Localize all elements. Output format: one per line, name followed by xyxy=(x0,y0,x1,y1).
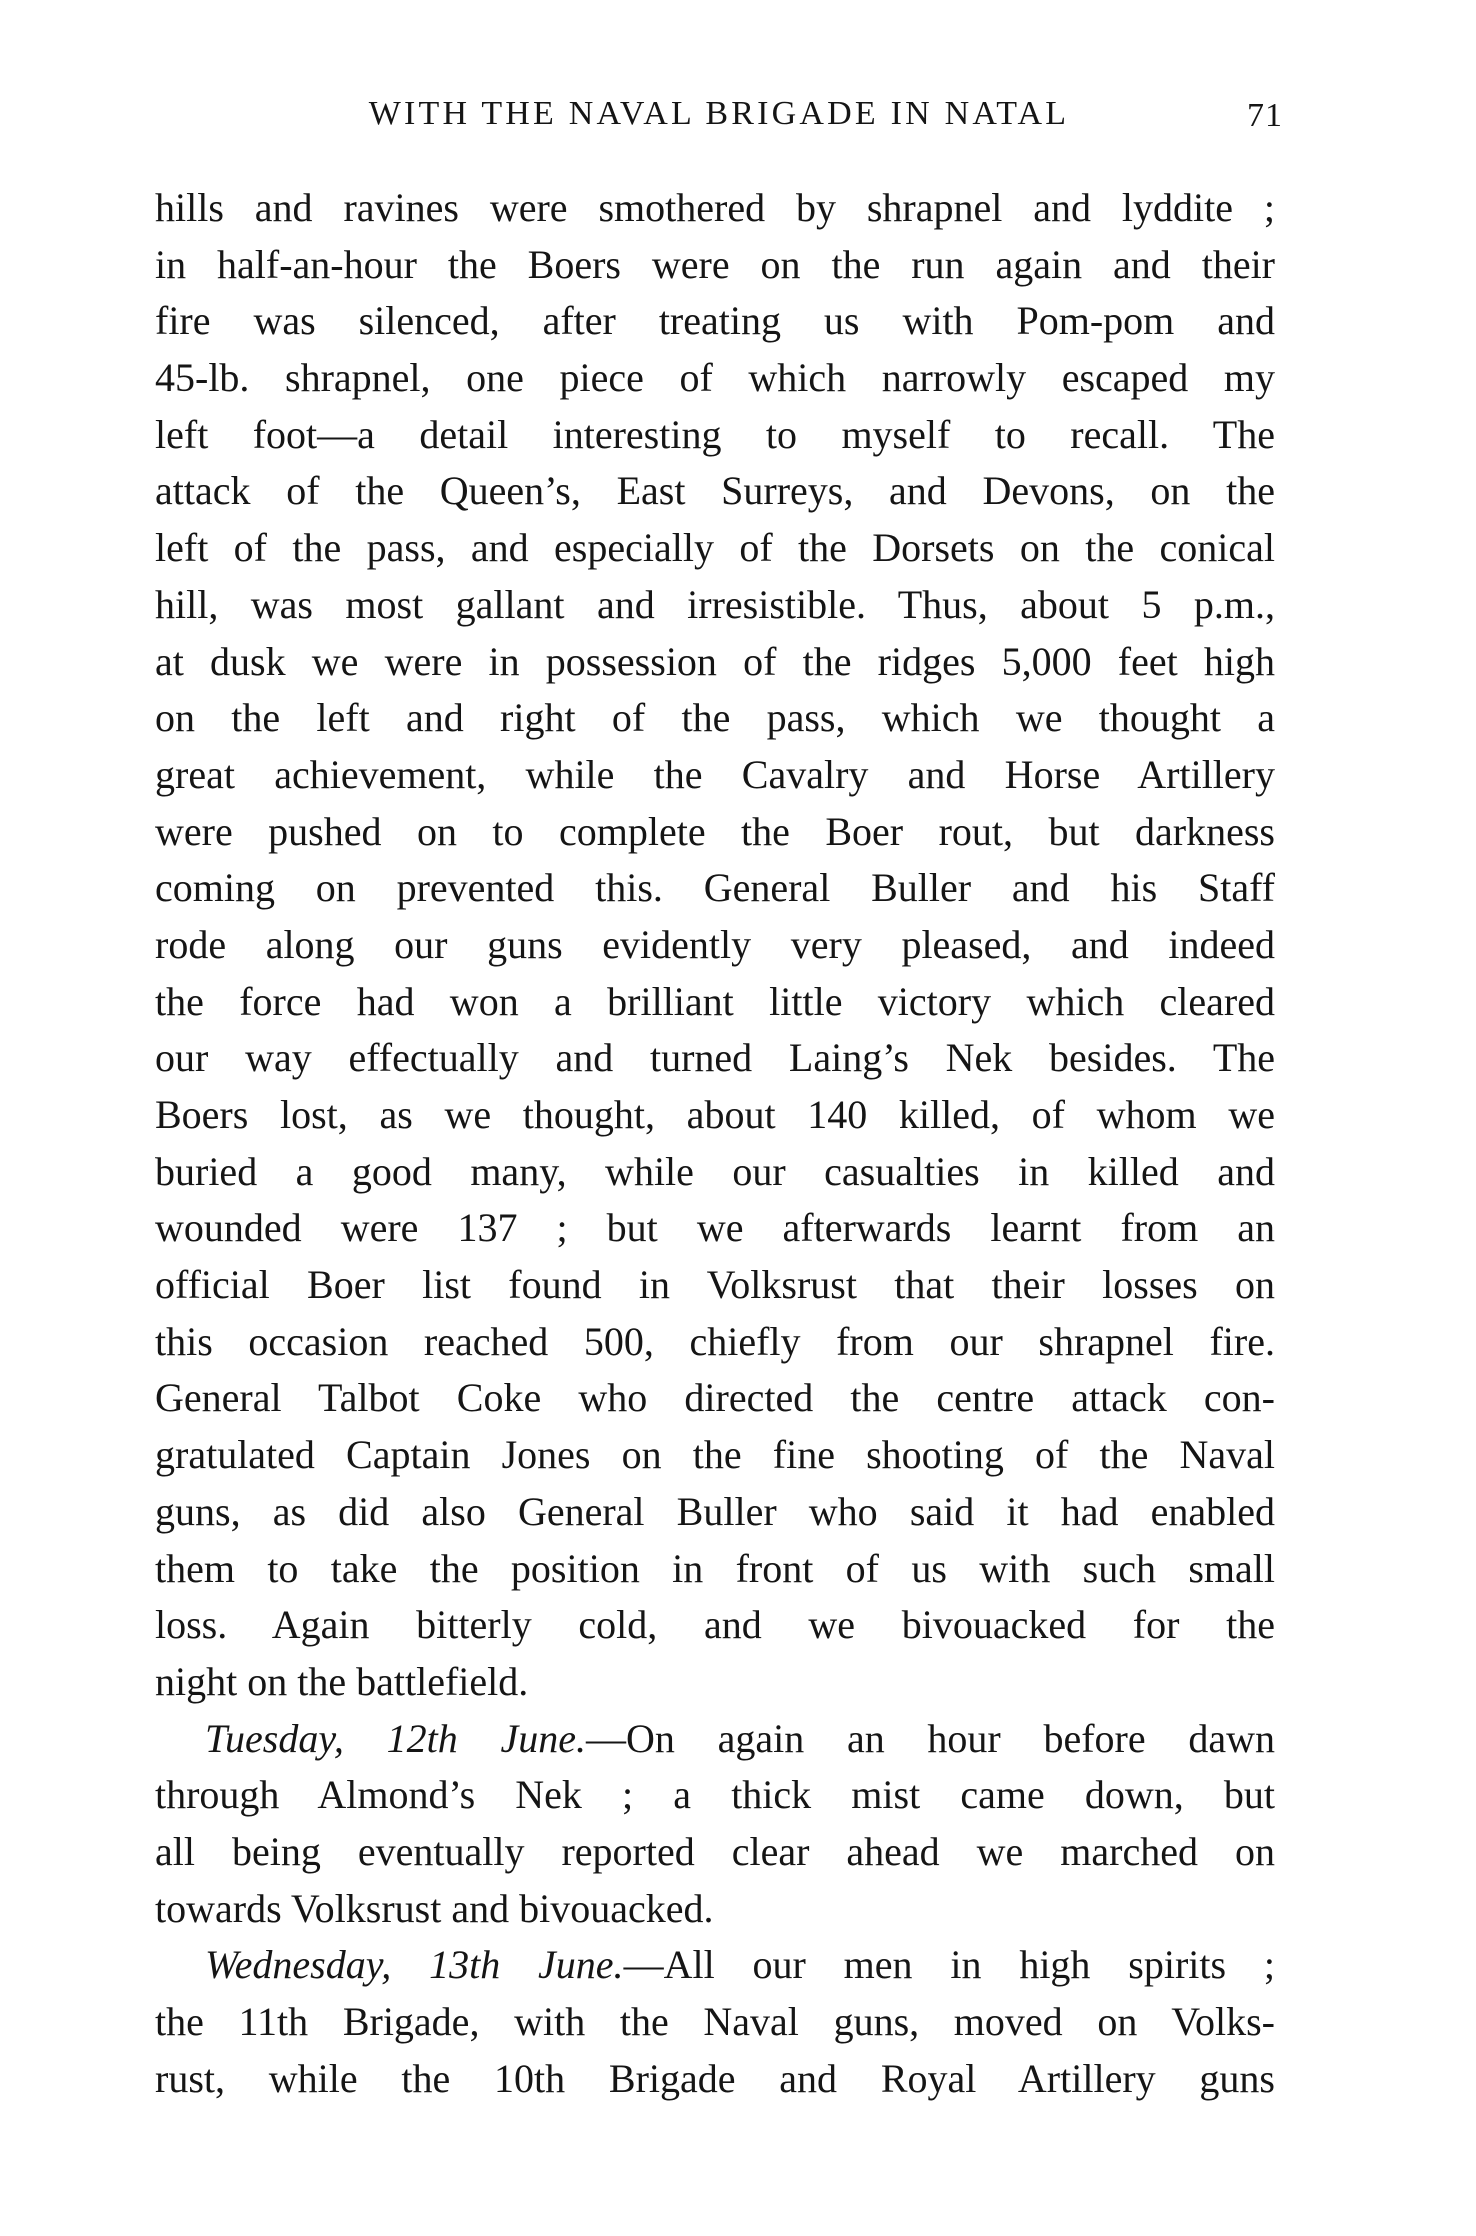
text-line: hills and ravines were smothered by shrapnel and lyddite ; xyxy=(155,185,1275,230)
text-line: left foot—a detail interesting to myself to recall. The xyxy=(155,411,1275,457)
text-line: wounded were 137 ; but we afterwards learnt from an xyxy=(155,1205,1275,1251)
text-line: loss. Again bitterly cold, and we bivouacked for the xyxy=(155,1602,1275,1648)
text-line: fire was silenced, after treating us with Pom-pom and xyxy=(155,298,1275,344)
text-line: buried a good many, while our casualties in killed and xyxy=(155,1148,1275,1194)
text-line: through Almond’s Nek ; a thick mist came down, but xyxy=(155,1772,1275,1818)
text-line: rust, while the 10th Brigade and Royal Artillery guns xyxy=(155,2055,1275,2101)
running-title: WITH THE NAVAL BRIGADE IN NATAL xyxy=(368,95,1070,132)
text-line: 45-lb. shrapnel, one piece of which narrowly escaped my xyxy=(155,355,1275,401)
text-line: rode along our guns evidently very pleased, and indeed xyxy=(155,921,1275,967)
text-line: gratulated Captain Jones on the fine shooting of the Naval xyxy=(155,1432,1275,1478)
text-line: guns, as did also General Buller who said it had enabled xyxy=(155,1488,1275,1534)
text-line: our way effectually and turned Laing’s Nek besides. The xyxy=(155,1035,1275,1081)
diary-entry-heading-line xyxy=(155,1937,1275,1994)
text-line: towards Volksrust and bivouacked. xyxy=(155,1885,714,1931)
text-line: night on the battlefield. xyxy=(155,1658,529,1704)
text-line: great achievement, while the Cavalry and Horse Artillery xyxy=(155,751,1275,797)
text-fragment: —All our men in high spirits ; xyxy=(623,1942,1275,1988)
text-line: the 11th Brigade, with the Naval guns, moved on Volks- xyxy=(155,1999,1275,2044)
text-line: hill, was most gallant and irresistible. Thus, about 5 p.m., xyxy=(155,581,1275,627)
diary-entry-heading-line xyxy=(155,1711,1275,1768)
text-line: at dusk we were in possession of the ridges 5,000 feet high xyxy=(155,638,1275,684)
page-number: 71 xyxy=(1247,97,1283,134)
text-line: the force had won a brilliant little victory which cleared xyxy=(155,978,1275,1024)
diary-date: Wednesday, 13th June. xyxy=(205,1942,624,1988)
text-line: General Talbot Coke who directed the centre attack con- xyxy=(155,1375,1275,1421)
text-line: official Boer list found in Volksrust that their losses on xyxy=(155,1262,1275,1308)
text-line: left of the pass, and especially of the Dorsets on the conical xyxy=(155,525,1275,571)
text-line: attack of the Queen’s, East Surreys, and Devons, on the xyxy=(155,468,1275,514)
body-text xyxy=(155,180,1275,2107)
text-line: them to take the position in front of us with such small xyxy=(155,1545,1275,1591)
text-line: this occasion reached 500, chiefly from our shrapnel fire. xyxy=(155,1318,1275,1364)
text-fragment: —On again an hour before dawn xyxy=(585,1715,1275,1761)
text-line: Boers lost, as we thought, about 140 killed, of whom we xyxy=(155,1092,1275,1137)
text-line: all being eventually reported clear ahead we marched on xyxy=(155,1828,1275,1874)
text-line: in half-an-hour the Boers were on the run again and their xyxy=(155,241,1275,287)
text-line: were pushed on to complete the Boer rout, but darkness xyxy=(155,808,1275,854)
text-line: on the left and right of the pass, which we thought a xyxy=(155,695,1275,741)
running-head xyxy=(155,92,1283,142)
diary-date: Tuesday, 12th June. xyxy=(205,1715,586,1761)
text-line: coming on prevented this. General Buller and his Staff xyxy=(155,865,1275,911)
